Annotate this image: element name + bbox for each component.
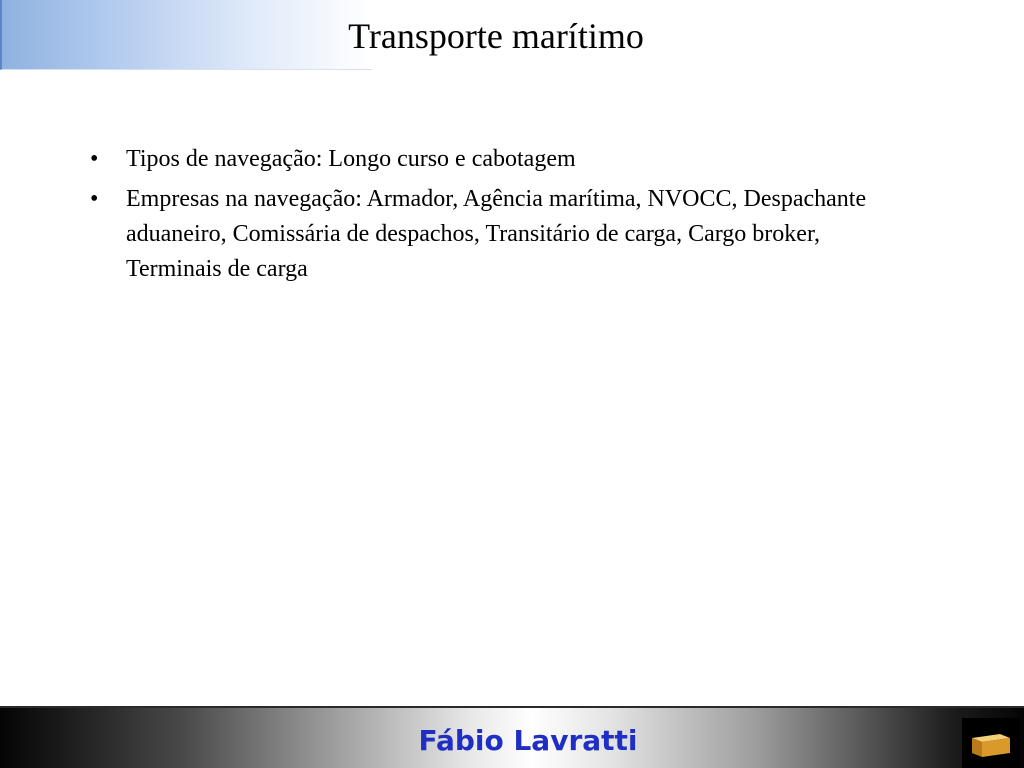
- bullet-marker: •: [90, 186, 99, 212]
- bullet-list: [84, 142, 884, 292]
- slide-title: Transporte marítimo: [348, 16, 644, 56]
- bullet-item: [84, 182, 884, 287]
- footer-logo: [962, 718, 1020, 768]
- footer-author: Fábio Lavratti: [418, 724, 638, 757]
- gold-block-icon: [970, 730, 1012, 758]
- bullet-text: Empresas na navegação: Armador, Agência marítima, NVOCC, Despachante aduaneiro, Comissária de despachos, Transitário de carga, Cargo broker, Terminais de carga: [126, 186, 867, 282]
- bullet-marker: •: [90, 146, 99, 172]
- bullet-item: [84, 142, 884, 177]
- footer-bar: [0, 706, 1024, 768]
- bullet-text: Tipos de navegação: Longo curso e cabotagem: [126, 146, 576, 172]
